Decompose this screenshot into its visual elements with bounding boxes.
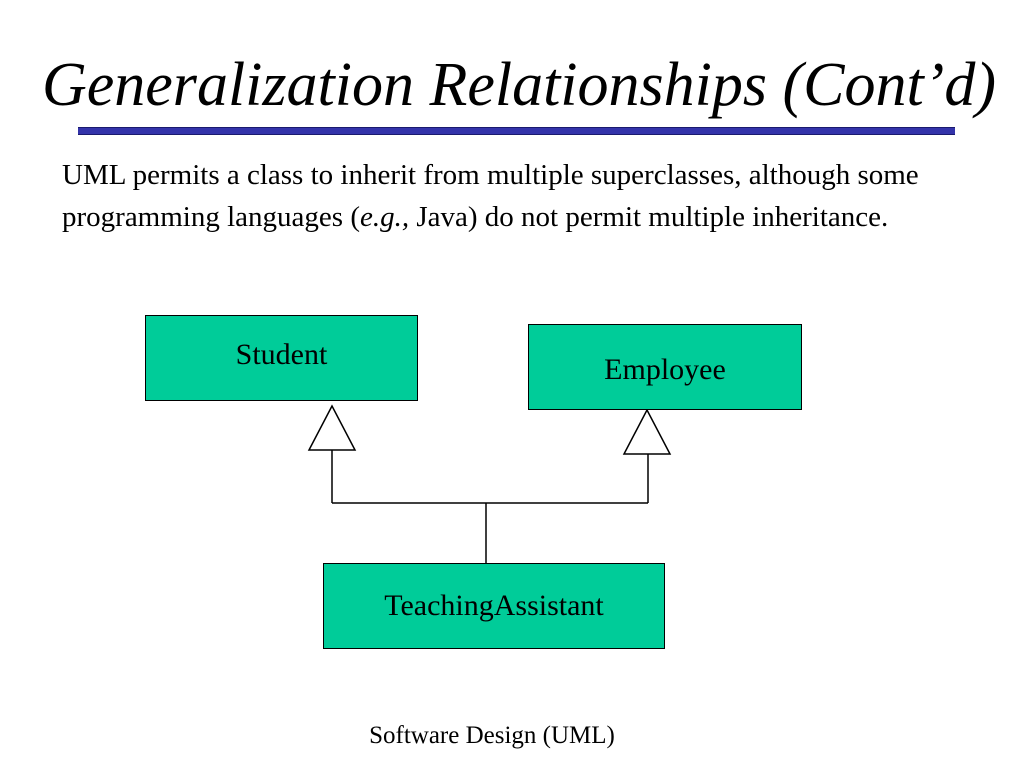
class-name-student: Student: [235, 338, 328, 371]
body-text-italic: e.g.,: [359, 201, 410, 233]
class-name-teaching-assistant: TeachingAssistant: [384, 589, 604, 622]
generalization-arrowhead-employee: [624, 410, 670, 454]
slide-title: Generalization Relationships (Cont’d): [42, 51, 997, 119]
class-box-student: [145, 315, 418, 401]
class-box-teaching-assistant: [323, 563, 665, 649]
class-box-employee: [528, 324, 802, 410]
class-name-employee: Employee: [604, 353, 726, 386]
body-text-start: UML permits a class to inherit from multiple superclasses, although some programming languages (: [62, 159, 919, 233]
slide-footer: Software Design (UML): [369, 722, 615, 749]
generalization-arrowhead-student: [309, 406, 355, 450]
body-text-end: Java) do not permit multiple inheritance.: [409, 201, 889, 233]
